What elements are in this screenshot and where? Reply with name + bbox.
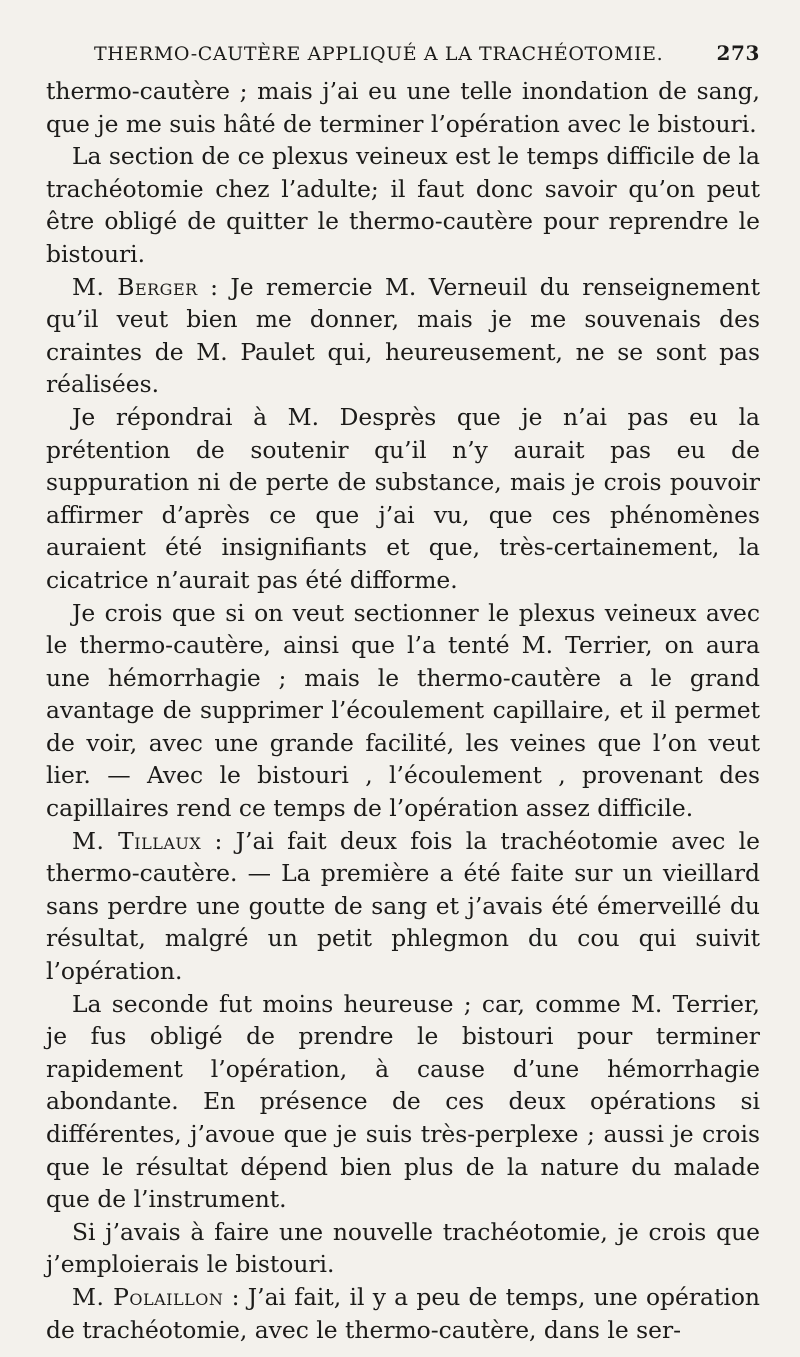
paragraph-text: thermo-cautère ; mais j’ai eu une telle inondation de sang, que je me suis hâté de terminer l’opération avec le bistouri. xyxy=(46,77,760,138)
paragraph-text: Je crois que si on veut sectionner le plexus veineux avec le thermo-cautère, ainsi que l’a tenté M. Terrier, on aura une hémorrhagie ; mais le thermo-cautère a le grand avantage de supprimer l’écoulement capillaire, et il permet de voir, avec une grande facilité, les veines que l’on veut lier. — Avec le bistouri , l’écoulement , provenant des capillaires rend ce temps de l’opération assez difficile. xyxy=(46,598,760,823)
paragraph xyxy=(46,140,760,270)
paragraph xyxy=(46,1216,760,1281)
paragraph-text: La section de ce plexus veineux est le temps difficile de la trachéotomie chez l’adulte; il faut donc savoir qu’on peut être obligé de quitter le thermo-cautère pour reprendre le bistouri. xyxy=(46,142,760,268)
speaker-name: M. Polaillon xyxy=(72,1282,224,1311)
paragraph-text: Je répondrai à M. Desprès que je n’ai pas eu la prétention de soutenir qu’il n’y aurait pas eu de suppuration ni de perte de substance, mais je crois pouvoir affirmer d’après ce que j’ai vu, que ces phénomènes auraient été insignifiants et que, très-certainement, la cicatrice n’aurait pas été difforme. xyxy=(46,402,760,594)
paragraph xyxy=(46,401,760,597)
paragraph-polaillon xyxy=(46,1281,760,1346)
paragraph xyxy=(46,597,760,825)
page-number: 273 xyxy=(716,41,760,65)
paragraph-text: : Je remercie M. Verneuil du renseignement qu’il veut bien me donner, mais je me souvenais des craintes de M. Paulet qui, heureusement, ne se sont pas réalisées. xyxy=(46,272,760,399)
running-title: THERMO-CAUTÈRE APPLIQUÉ A LA TRACHÉOTOMIE. xyxy=(94,43,664,65)
running-head xyxy=(94,38,760,69)
paragraph xyxy=(46,988,760,1216)
paragraph-text: La seconde fut moins heureuse ; car, comme M. Terrier, je fus obligé de prendre le bistouri pour terminer rapidement l’opération, à cause d’une hémorrhagie abondante. En présence de ces deux opérations si différentes, j’avoue que je suis très-perplexe ; aussi je crois que le résultat dépend bien plus de la nature du malade que de l’instrument. xyxy=(46,989,760,1214)
paragraph-continuation xyxy=(46,75,760,140)
paragraph-text: : J’ai fait deux fois la trachéotomie avec le thermo-cautère. — La première a été faite sur un vieillard sans perdre une goutte de sang et j’avais été émerveillé du résultat, malgré un petit phlegmon du cou qui suivit l’opération. xyxy=(46,826,760,986)
body-text xyxy=(46,75,760,1346)
speaker-name: M. Tillaux xyxy=(72,826,202,855)
speaker-name: M. Berger xyxy=(72,272,198,301)
paragraph-berger xyxy=(46,271,760,401)
paragraph-text: : J’ai fait, il y a peu de temps, une opération de trachéotomie, avec le thermo-cautère, dans le ser- xyxy=(46,1282,760,1344)
paragraph-text: Si j’avais à faire une nouvelle trachéotomie, je crois que j’emploierais le bistouri. xyxy=(46,1217,760,1279)
paragraph-tillaux xyxy=(46,825,760,988)
